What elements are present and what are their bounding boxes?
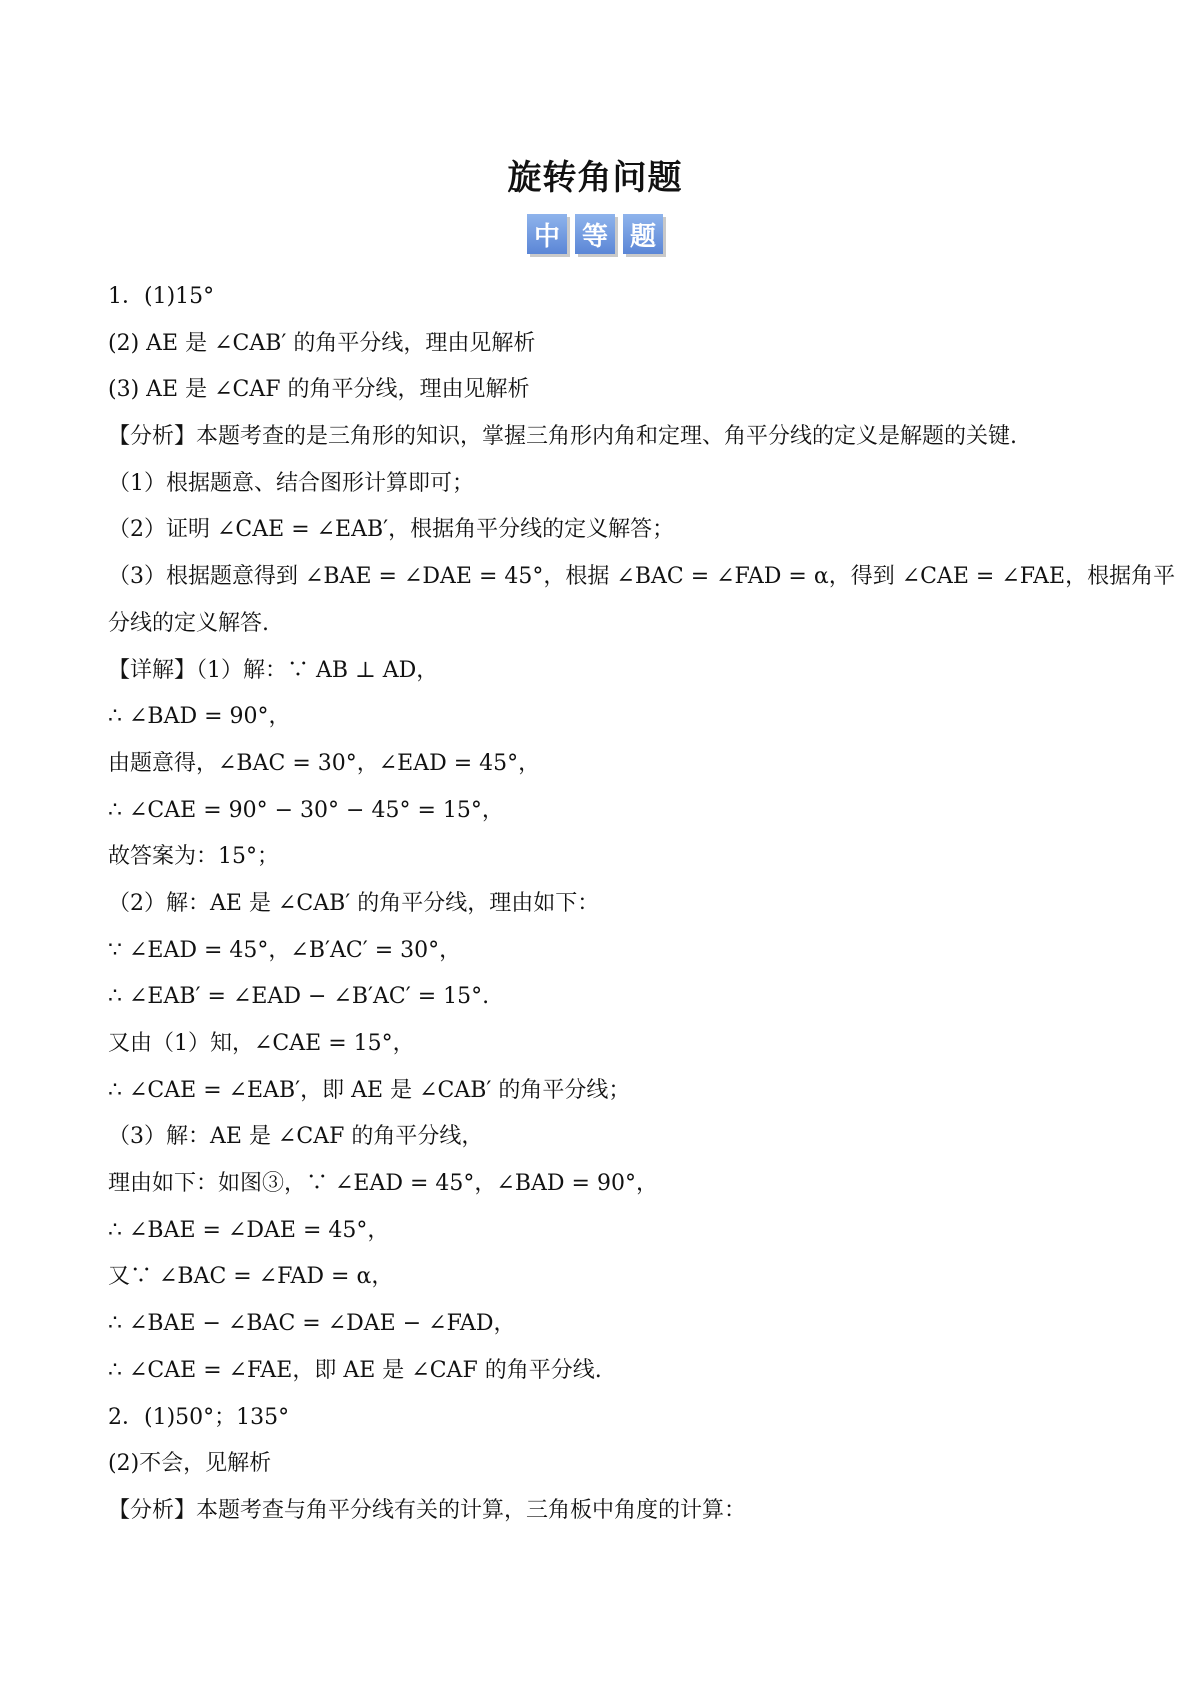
text-line: 1．(1)15° xyxy=(108,284,215,309)
text-line: 故答案为：15°； xyxy=(108,844,279,870)
difficulty-badges xyxy=(0,214,1190,254)
text-line: (3) AE 是 ∠CAF 的角平分线，理由见解析 xyxy=(108,377,530,403)
text-line: （3）根据题意得到 ∠BAE = ∠DAE = 45°，根据 ∠BAC = ∠FAD = α，得到 ∠CAE = ∠FAE，根据角平 xyxy=(108,564,1176,590)
answer-text xyxy=(108,274,1176,1535)
text-line: （3）解：AE 是 ∠CAF 的角平分线， xyxy=(108,1124,484,1150)
text-line: 【分析】本题考查与角平分线有关的计算，三角板中角度的计算： xyxy=(108,1497,747,1523)
text-line: （2）证明 ∠CAE = ∠EAB′，根据角平分线的定义解答； xyxy=(108,517,675,543)
text-line: （2）解：AE 是 ∠CAB′ 的角平分线，理由如下： xyxy=(108,890,600,916)
text-line: 分线的定义解答. xyxy=(108,610,269,636)
text-line: 【详解】（1）解：∵ AB ⊥ AD， xyxy=(108,657,439,683)
text-line: 2．(1)50°；135° xyxy=(108,1404,290,1430)
text-line: 【分析】本题考查的是三角形的知识，掌握三角形内角和定理、角平分线的定义是解题的关键. xyxy=(108,424,1017,450)
text-line: ∴ ∠EAB′ = ∠EAD − ∠B′AC′ = 15°. xyxy=(108,984,490,1010)
text-line: ∴ ∠CAE = 90° − 30° − 45° = 15°， xyxy=(108,797,504,823)
difficulty-badge: 题 xyxy=(623,214,663,254)
text-line: ∴ ∠CAE = ∠FAE，即 AE 是 ∠CAF 的角平分线. xyxy=(108,1357,602,1383)
text-line: ∴ ∠BAD = 90°， xyxy=(108,704,291,730)
text-line: (2)不会，见解析 xyxy=(108,1451,272,1477)
page-title: 旋转角问题 xyxy=(507,158,683,198)
text-line: （1）根据题意、结合图形计算即可； xyxy=(108,470,474,496)
text-line: ∴ ∠BAE − ∠BAC = ∠DAE − ∠FAD， xyxy=(108,1311,516,1337)
text-line: ∴ ∠BAE = ∠DAE = 45°， xyxy=(108,1217,390,1243)
text-line: 理由如下：如图③，∵ ∠EAD = 45°，∠BAD = 90°， xyxy=(108,1171,658,1197)
difficulty-badge: 中 xyxy=(527,214,567,254)
text-line: ∴ ∠CAE = ∠EAB′，即 AE 是 ∠CAB′ 的角平分线； xyxy=(108,1077,631,1103)
difficulty-badge: 等 xyxy=(575,214,615,254)
text-line: 由题意得，∠BAC = 30°，∠EAD = 45°， xyxy=(108,750,541,776)
text-line: (2) AE 是 ∠CAB′ 的角平分线，理由见解析 xyxy=(108,330,536,356)
text-line: ∵ ∠EAD = 45°，∠B′AC′ = 30°， xyxy=(108,937,462,963)
text-line: 又由（1）知，∠CAE = 15°， xyxy=(108,1031,415,1056)
text-line: 又∵ ∠BAC = ∠FAD = α， xyxy=(108,1264,394,1290)
